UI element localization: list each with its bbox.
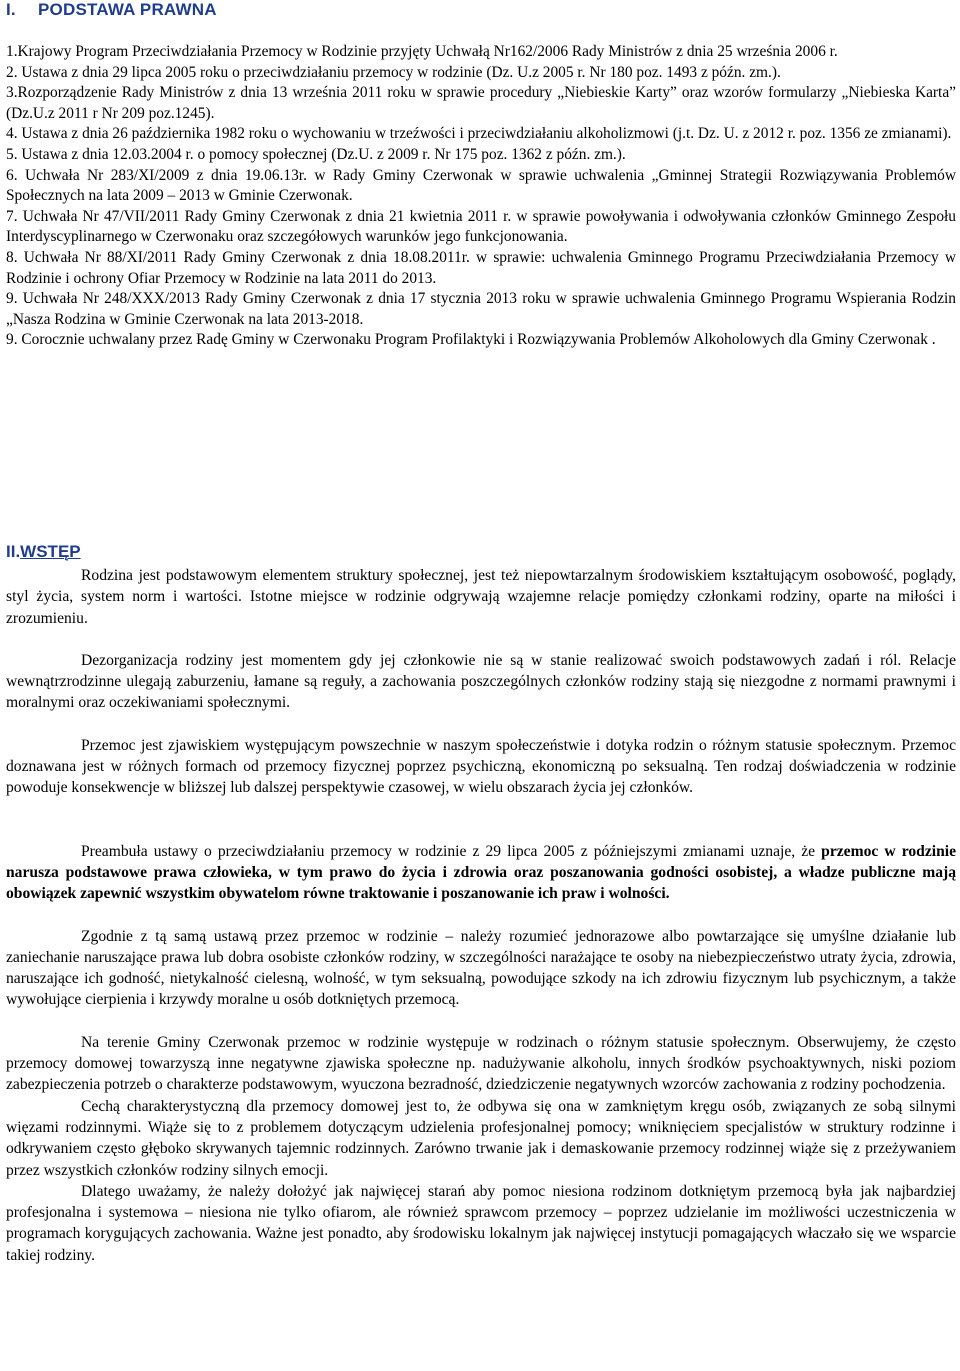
reference-item: 2. Ustawa z dnia 29 lipca 2005 roku o przeciwdziałaniu przemocy w rodzinie (Dz. U.z 2005 r. Nr 180 poz. 1493 z późn. zm.). (6, 63, 781, 81)
section-title: WSTĘP (20, 542, 81, 561)
paragraph: Zgodnie z tą samą ustawą przez przemoc w rodzinie – należy rozumieć jednorazowe albo powtarzające się umyślne działanie lub zaniechanie naruszające prawa lub dobra osobiste członków rodziny, w szczególności narażające te osoby na niebezpieczeństwo utraty życia, zdrowia, naruszające ich godność, nietykalność cielesną, wolność, w tym seksualną, powodujące szkody na ich zdrowiu fizycznym lub psychicznym, a także wywołujące cierpienia i krzywdy moralne u osób dotkniętych przemocą. (6, 927, 956, 1009)
reference-item: 3.Rozporządzenie Rady Ministrów z dnia 13 września 2011 roku w sprawie procedury „Niebieskie Karty” oraz wzorów formularzy „Niebieska Karta” (Dz.U.z 2011 r Nr 209 poz.1245). (6, 84, 956, 122)
paragraph-bold-statement: przemoc w rodzinie narusza podstawowe prawa człowieka, w tym prawo do życia i zdrowia oraz poszanowania godności osobistej, a władze publiczne mają obowiązek zapewnić wszystkim obywatelom równe traktowanie i poszanowanie ich praw i wolności. (6, 842, 956, 903)
paragraph: Dlatego uważamy, że należy dołożyć jak najwięcej starań aby pomoc niesiona rodzinom dotkniętym przemocą była jak najbardziej profesjonalna i systemowa – niesiona nie tylko ofiarom, ale również sprawcom przemocy – poprzez udzielanie im możliwości uczestniczenia w programach korygujących zachowania. Ważne jest ponadto, aby środowisku lokalnym jak najwięcej instytucji pomagających właczało się we wsparcie takiej rodziny. (6, 1182, 956, 1264)
reference-item: 6. Uchwała Nr 283/XI/2009 z dnia 19.06.13r. w Rady Gminy Czerwonak w sprawie uchwalenia „Gminnej Strategii Rozwiązywania Problemów Społecznych na lata 2009 – 2013 w Gminie Czerwonak. (6, 166, 956, 205)
section-heading-introduction (6, 542, 81, 562)
reference-item: 9. Uchwała Nr 248/XXX/2013 Rady Gminy Czerwonak z dnia 17 stycznia 2013 roku w sprawie uchwalenia Gminnego Programu Wspierania Rodzin „Nasza Rodzina w Gminie Czerwonak na lata 2013-2018. (6, 290, 956, 328)
reference-item: 4. Ustawa z dnia 26 października 1982 roku o wychowaniu w trzeźwości i przeciwdziałaniu alkoholizmowi (j.t. Dz. U. z 2012 r. poz. 1356 ze zmianami). (6, 125, 952, 143)
paragraph: Dezorganizacja rodziny jest momentem gdy jej członkowie nie są w stanie realizować swoich podstawowych zadań i ról. Relacje wewnątrzrodzinne ulegają zaburzeniu, łamane są reguły, a zachowania poszczególnych członków rodziny stają się niezgodne z normami prawnymi i moralnymi oraz oczekiwaniami społecznymi. (6, 651, 956, 712)
section-number: II. (6, 542, 21, 561)
paragraph: Przemoc jest zjawiskiem występującym powszechnie w naszym społeczeństwie i dotyka rodzin o różnym statusie społecznym. Przemoc doznawana jest w różnych formach od przemocy fizycznej poprzez psychiczną, ekonomiczną po seksualną. Ten rodzaj doświadczenia w rodzinie powoduje konsekwencje w bliższej lub dalszej perspektywie czasowej, w wielu obszarach życia jej członków. (6, 736, 956, 797)
paragraph-lead: Preambuła ustawy o przeciwdziałaniu przemocy w rodzinie z 29 lipca 2005 z późniejszymi zmianami uznaje, że (81, 842, 822, 860)
paragraph-preamble (6, 841, 956, 905)
reference-item: 8. Uchwała Nr 88/XI/2011 Rady Gminy Czerwonak z dnia 18.08.2011r. w sprawie: uchwalenia Gminnego Programu Przeciwdziałania Przemocy w Rodzinie i ochrony Ofiar Przemocy w Rodzinie na lata 2011 do 2013. (6, 248, 956, 287)
reference-item: 9. Corocznie uchwalany przez Radę Gminy w Czerwonaku Program Profilaktyki i Rozwiązywania Problemów Alkoholowych dla Gminy Czerwonak . (6, 331, 936, 349)
section-heading-legal-basis (6, 0, 217, 20)
reference-item: 7. Uchwała Nr 47/VII/2011 Rady Gminy Czerwonak z dnia 21 kwietnia 2011 r. w sprawie powoływania i odwoływania członków Gminnego Zespołu Interdyscyplinarnego w Czerwonaku oraz szczegółowych warunków jego funkcjonowania. (6, 207, 956, 246)
paragraph: Cechą charakterystyczną dla przemocy domowej jest to, że odbywa się ona w zamkniętym kręgu osób, związanych ze sobą silnymi więzami rodzinnymi. Wiąże się to z problemem dotyczącym udzielenia profesjonalnej pomocy; wniknięciem specjalistów w struktury rodzinne i odkrywaniem często głęboko skrywanych tajemnic rodzinnych. Zarówno trwanie jak i demaskowanie przemocy rodzinnej wiąże się z przeżywaniem przez wszystkich członków rodziny silnych emocji. (6, 1097, 956, 1179)
introduction-body (6, 565, 956, 1266)
section-title: PODSTAWA PRAWNA (38, 0, 217, 19)
section-number: I. (6, 0, 16, 19)
legal-references-list (6, 42, 956, 351)
paragraph: Na terenie Gminy Czerwonak przemoc w rodzinie występuje w rodzinach o różnym statusie społecznym. Obserwujemy, że często przemocy domowej towarzyszą inne negatywne zjawiska społeczne np. nadużywanie alkoholu, innych środków psychoaktywnych, niski poziom zabezpieczenia potrzeb o charakterze podstawowym, wyuczona bezradność, dziedziczenie negatywnych wzorców zachowania z rodziny pochodzenia. (6, 1033, 956, 1094)
reference-item: 5. Ustawa z dnia 12.03.2004 r. o pomocy społecznej (Dz.U. z 2009 r. Nr 175 poz. 1362 z późn. zm.). (6, 145, 626, 163)
reference-item: 1.Krajowy Program Przeciwdziałania Przemocy w Rodzinie przyjęty Uchwałą Nr162/2006 Rady Ministrów z dnia 25 września 2006 r. (6, 43, 838, 60)
paragraph: Rodzina jest podstawowym elementem struktury społecznej, jest też niepowtarzalnym środowiskiem kształtującym osobowość, poglądy, styl życia, system norm i wartości. Istotne miejsce w rodzinie odgrywają wzajemne relacje pomiędzy członkami rodziny, oparte na miłości i zrozumieniu. (6, 567, 956, 627)
